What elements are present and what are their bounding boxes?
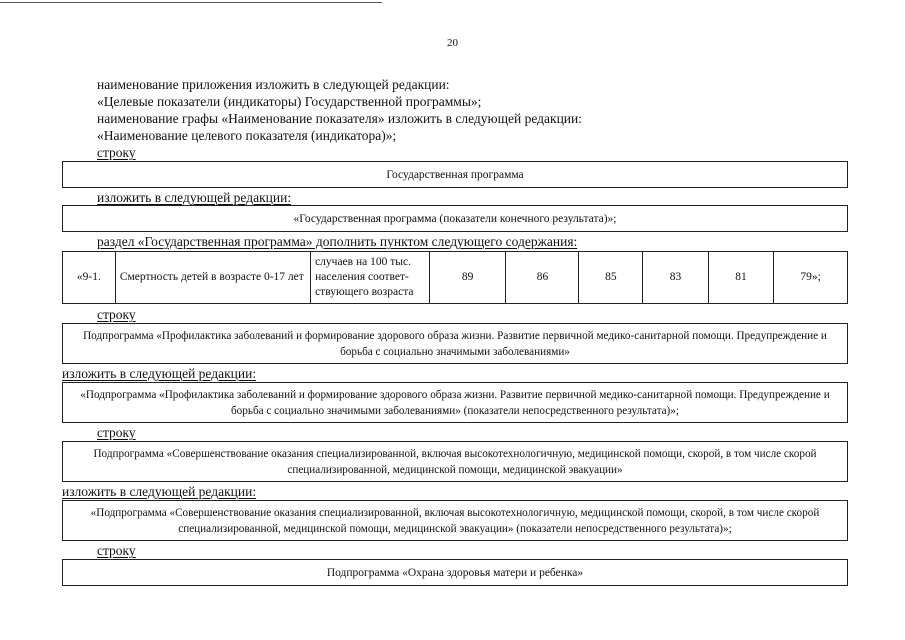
text-line-11: изложить в следующей редакции: <box>62 484 257 499</box>
page-number: 20 <box>447 37 458 49</box>
cell-indicator: Смертность детей в возрасте 0-17 лет <box>115 252 310 304</box>
box-podprogramma-profilaktika <box>62 323 848 364</box>
box-gos-programma-new <box>62 205 848 232</box>
text-line-9: изложить в следующей редакции: <box>62 366 257 381</box>
text-line-7: раздел «Государственная программа» дополнить пунктом следующего содержания: <box>97 234 578 249</box>
text-line-12: строку <box>97 543 136 558</box>
indicator-table <box>62 251 848 304</box>
box-podprogramma-profilaktika-new <box>62 382 848 423</box>
box-podprogramma-okhrana <box>62 559 848 586</box>
cell-value-4: 83 <box>643 252 709 304</box>
cell-value-1: 89 <box>429 252 506 304</box>
text-line-3: наименование графы «Наименование показателя» изложить в следующей редакции: <box>97 111 582 126</box>
text-line-5: строку <box>97 145 136 160</box>
text-line-2: «Целевые показатели (индикаторы) Государственной программы»; <box>97 94 482 109</box>
cell-value-3: 85 <box>579 252 643 304</box>
box-podprogramma-specpomosh-new-text: «Подпрограмма «Совершенствование оказания специализированной, включая высокотехнологичную, медицинской помощи, скорой, в том числе скорой специализированной, медицинской помощи, медицинской эвакуации» (показатели непосредственного результата)»; <box>90 506 820 535</box>
text-line-1: наименование приложения изложить в следующей редакции: <box>97 77 450 92</box>
text-line-4: «Наименование целевого показателя (индикатора)»; <box>97 128 397 143</box>
cell-number: «9-1. <box>63 252 116 304</box>
text-line-8: строку <box>97 307 136 322</box>
text-line-6: изложить в следующей редакции: <box>97 190 292 205</box>
text-line-10: строку <box>97 425 136 440</box>
table-row <box>63 252 848 304</box>
box-gos-programma <box>62 161 848 188</box>
box-podprogramma-profilaktika-new-text: «Подпрограмма «Профилактика заболеваний и формирование здорового образа жизни. Развитие первичной медико-санитарной помощи. Предупреждение и борьба с социально значимыми заболеваниями» (показатели непосредственного результата)»; <box>80 388 830 417</box>
cell-value-5: 81 <box>708 252 774 304</box>
cell-unit: случаев на 100 тыс. населения соответ-ствующего возраста <box>311 252 430 304</box>
box-podprogramma-okhrana-text: Подпрограмма «Охрана здоровья матери и ребенка» <box>326 566 584 579</box>
box-podprogramma-specpomosh-text: Подпрограмма «Совершенствование оказания специализированной, включая высокотехнологичную, медицинской помощи, скорой, в том числе скорой специализированной, медицинской помощи, медицинской эвакуации» <box>93 447 817 476</box>
box-podprogramma-profilaktika-text: Подпрограмма «Профилактика заболеваний и формирование здорового образа жизни. Развитие первичной медико-санитарной помощи. Предупреждение и борьба с социально значимыми заболеваниями» <box>83 329 827 358</box>
top-rule <box>0 2 382 3</box>
cell-value-6: 79»; <box>774 252 848 304</box>
cell-value-2: 86 <box>506 252 579 304</box>
box-podprogramma-specpomosh-new <box>62 500 848 541</box>
box-podprogramma-specpomosh <box>62 441 848 482</box>
box-gos-programma-new-text: «Государственная программа (показатели конечного результата)»; <box>293 212 617 225</box>
box-gos-programma-text: Государственная программа <box>386 168 524 181</box>
